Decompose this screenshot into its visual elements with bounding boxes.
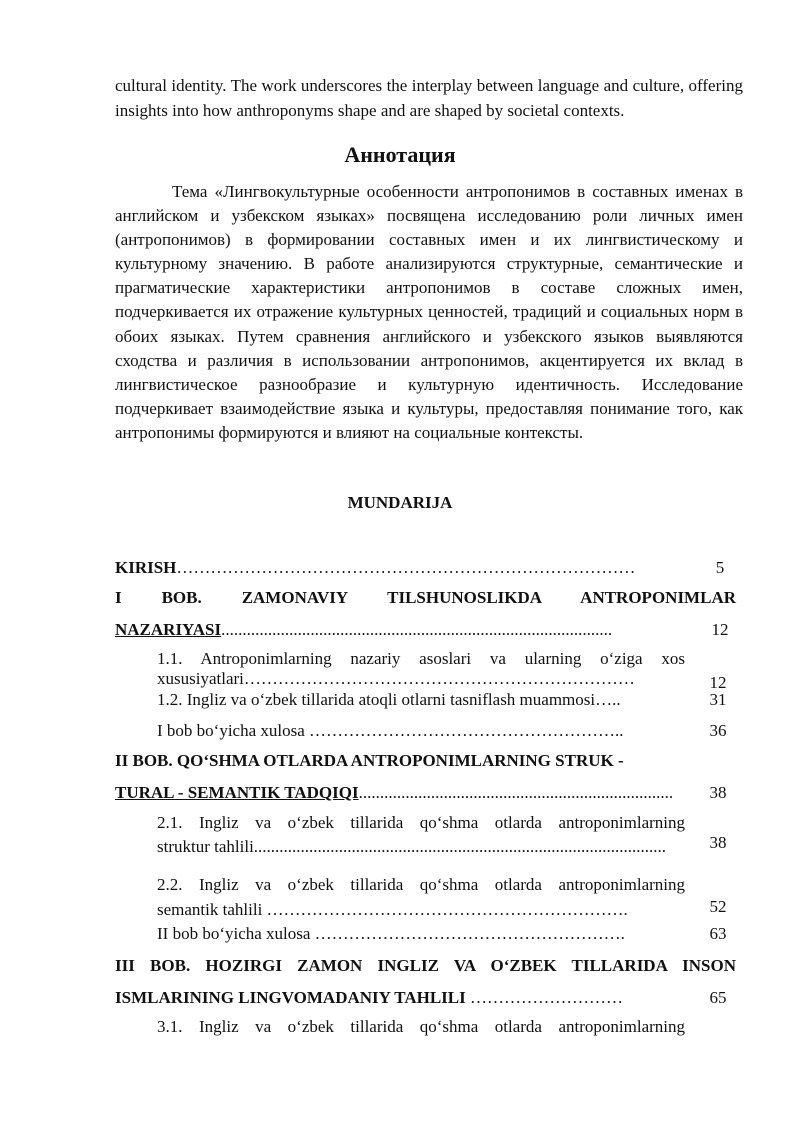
toc-page-number: 12 (711, 620, 729, 639)
annotation-heading: Аннотация (344, 142, 456, 167)
toc-chapter-2-line1[interactable] (115, 750, 695, 772)
toc-chapter-1-line1[interactable] (115, 587, 736, 609)
toc-conclusion-2[interactable] (157, 923, 687, 945)
toc-heading: MUNDARIJA (347, 493, 453, 512)
toc-chapter-1-line2[interactable] (115, 619, 685, 641)
toc-section-2-1-line2[interactable] (157, 836, 672, 858)
toc-chapter-2-line2[interactable] (115, 782, 680, 804)
toc-page-number: 12 (709, 673, 727, 692)
toc-leader-dots: .......................................................................... (358, 783, 674, 802)
english-summary-tail: cultural identity. The work underscores the interplay between language and culture, offering insights into how anthroponyms shape and are shaped by societal contexts. (115, 76, 743, 121)
toc-page-number: 52 (709, 897, 727, 916)
toc-section-title: 1.2. Ingliz va o‘zbek tillarida atoqli otlarni tasniflash muammosi….. (157, 690, 621, 709)
toc-section-title: 2.1. Ingliz va o‘zbek tillarida qo‘shma otlarda antroponimlarning (157, 813, 685, 832)
toc-section-1-2[interactable] (157, 689, 687, 711)
toc-chapter-title: ISMLARINING LINGVOMADANIY TAHLILI (115, 988, 466, 1007)
toc-conclusion-1[interactable] (157, 720, 687, 742)
toc-section-title: semantik tahlili ………………………………………………………. (157, 900, 628, 919)
toc-section-2-2-line1[interactable] (157, 874, 685, 896)
toc-section-1-1-line2[interactable] (157, 668, 685, 690)
toc-leader-dots: ............................................................................................ (221, 620, 613, 639)
toc-chapter-title: II BOB. QO‘SHMA OTLARDA ANTROPONIMLARNING STRUK - (115, 751, 624, 770)
toc-section-title: 1.1. Antroponimlarning nazariy asoslari va ularning o‘ziga xos (157, 649, 685, 668)
toc-section-3-1-line1[interactable] (157, 1016, 685, 1038)
toc-section-2-1-line1[interactable] (157, 812, 685, 834)
toc-page-number: 63 (709, 924, 727, 943)
toc-page-number: 65 (709, 988, 727, 1007)
toc-section-title: struktur tahlili (157, 837, 254, 856)
toc-section-title: 3.1. Ingliz va o‘zbek tillarida qo‘shma otlarda antroponimlarning (157, 1017, 685, 1036)
toc-section-2-2-line2[interactable] (157, 899, 687, 921)
toc-chapter-title: III BOB. HOZIRGI ZAMON INGLIZ VA O‘ZBEK TILLARIDA INSON (115, 956, 736, 975)
toc-page-number: 5 (715, 558, 725, 577)
toc-section-title: xususiyatlari…………………………………………………………… (157, 669, 635, 688)
toc-entry-kirish[interactable] (115, 557, 685, 579)
toc-page-number: 38 (709, 833, 727, 852)
annotation-text: Тема «Лингвокультурные особенности антропонимов в составных именах в английском и узбекском языках» посвящена исследованию роли личных имен (антропонимов) в формировании составных имен и их лингвистическому и культурному значению. В работе анализируются структурные, семантические и прагматические характеристики антропонимов в составе сложных имен, подчеркивается их отражение культурных ценностей, традиций и социальных норм в обоих языках. Путем сравнения английского и узбекского языков выявляются сходства и различия в использовании антропонимов, акцентируется их вклад в лингвистическое разнообразие и культурную идентичность. Исследование подчеркивает взаимодействие языка и культуры, предоставляя понимание того, как антропонимы формируются и влияют на социальные контексты. (115, 182, 743, 442)
toc-chapter-title: NAZARIYASI (115, 620, 222, 639)
toc-leader-dots: ……………………………………………………………………… (176, 558, 636, 577)
toc-page-number: 36 (709, 721, 727, 740)
toc-section-title: 2.2. Ingliz va o‘zbek tillarida qo‘shma otlarda antroponimlarning (157, 875, 685, 894)
toc-page-number: 31 (709, 690, 727, 709)
toc-section-1-1-line1[interactable] (157, 648, 685, 670)
toc-leader-dots: ................................................................................................. (253, 837, 667, 856)
toc-section-title: I bob bo‘yicha xulosa ……………………………………………….. (157, 721, 624, 740)
toc-page-number: 38 (709, 783, 727, 802)
toc-chapter-title: I BOB. ZAMONAVIY TILSHUNOSLIKDA ANTROPONIMLAR (115, 588, 736, 607)
toc-chapter-title: TURAL - SEMANTIK TADQIQI (115, 783, 359, 802)
toc-section-title: II bob bo‘yicha xulosa ………………………………………………. (157, 924, 625, 943)
toc-leader-dots: ……………………… (465, 988, 623, 1007)
toc-chapter-3-line1[interactable] (115, 955, 736, 977)
toc-chapter-3-line2[interactable] (115, 987, 690, 1009)
toc-entry-title: KIRISH (115, 558, 177, 577)
